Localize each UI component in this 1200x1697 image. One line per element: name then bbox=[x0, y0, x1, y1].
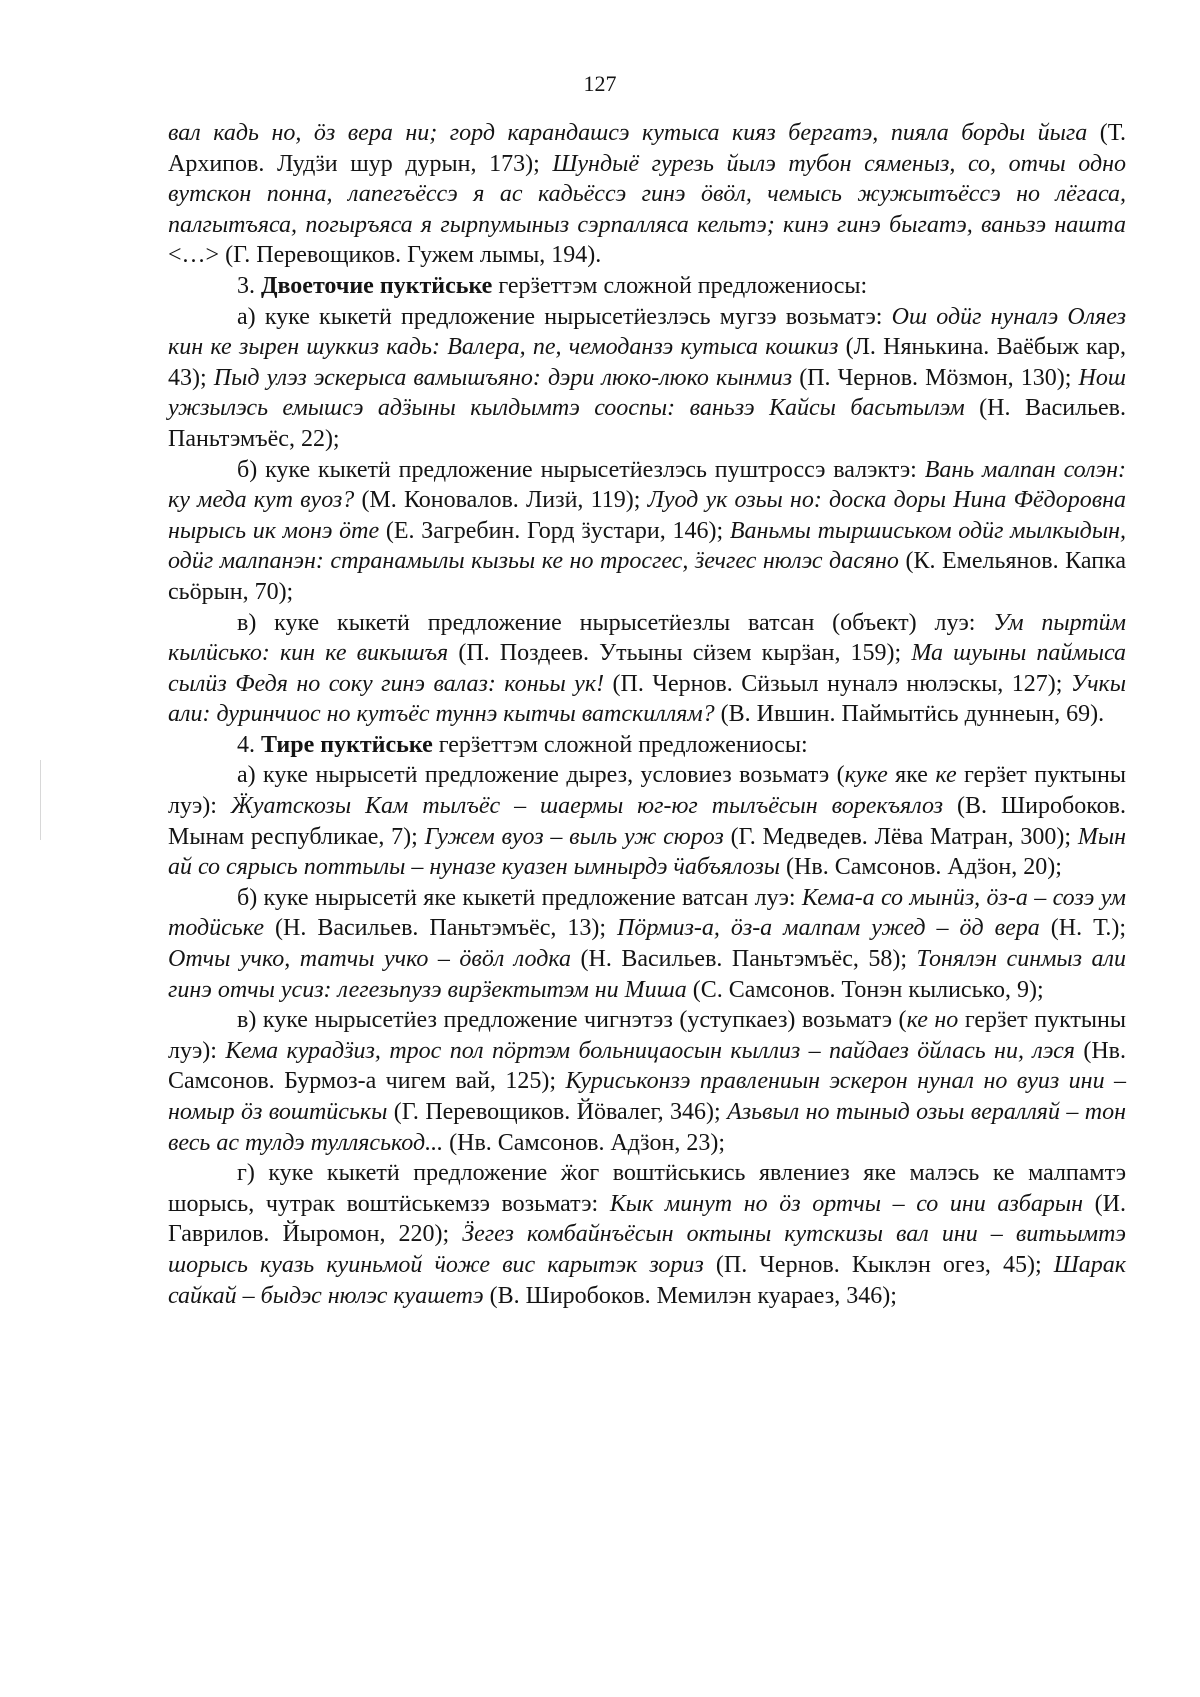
example-quote: Ӟегез комбайнъёсын октыны кутскизы вал ини – витьымтэ шорысь куазь куиньмой ӵоже вис карытэк зориз bbox=[168, 1221, 1126, 1278]
body-text: (Н. Т.); bbox=[1039, 915, 1127, 942]
example-quote: Нош ужзылэсь емышсэ адӟыны кылдымтэ сооспы: ваньзэ Кайсы басьтылэм bbox=[168, 364, 1126, 422]
body-text: (В. Ившин. Паймытӥсь дуннеын, 69). bbox=[714, 701, 1105, 728]
body-text: (Н. Васильев. Паньтэмъёс, 58); bbox=[571, 946, 917, 973]
example-quote: Тонялэн синмыз али гинэ отчы усиз: легезьпузэ вирӟектытэм ни Миша bbox=[168, 946, 1127, 1003]
example-quote: Ӝуатскозы Кам тылъёс – шаермы юг-юг тылъёсын ворекъялоз bbox=[230, 793, 944, 820]
scan-margin-mark bbox=[40, 760, 41, 840]
body-text: а) куке нырысетӥ предложение дырез, условиез возьматэ ( bbox=[237, 762, 845, 789]
example-quote: ке bbox=[935, 762, 957, 789]
body-text: а) куке кыкетӥ предложение нырысетӥезлэсь мугзэ возьматэ: bbox=[237, 303, 892, 330]
example-quote: Гужем вуоз – выль уж сюроз bbox=[424, 823, 724, 850]
body-text: в) куке кыкетӥ предложение нырысетӥезлы ватсан (объект) луэ: bbox=[237, 609, 994, 636]
example-quote: Шундыё гурезь йылэ тубон сяменыз, со, отчы одно вутскон понна, лапегъёссэ я ас кадьёссэ гинэ öвöл, чемысь жужытъёссэ но лёгаса, палгытъяса, погыръяса я гырпумыныз сэрпалляса кельтэ; кинэ гинэ быгатэ, ваньзэ нашта bbox=[168, 150, 1126, 238]
body-text: 4. bbox=[237, 731, 261, 758]
body-text: (П. Поздеев. Утьыны сӥзем кырӟан, 159); bbox=[448, 640, 912, 667]
body-text: (П. Чернов. Сӥзьыл нуналэ нюлэскы, 127); bbox=[604, 670, 1071, 697]
body-text: герӟет пуктыны луэ): bbox=[168, 762, 1127, 820]
body-text: (В. Широбоков. Мемилэн куараез, 346); bbox=[483, 1282, 897, 1309]
example-quote: Отчы учко, татчы учко – öвöл лодка bbox=[168, 946, 571, 973]
body-text: (Н. Васильев. Паньтэмъёс, 22); bbox=[168, 395, 1127, 452]
body-text: (Е. Загребин. Горд ӟустари, 146); bbox=[379, 517, 730, 544]
body-text: (Нв. Самсонов. Адӟон, 23); bbox=[443, 1129, 725, 1156]
body-text: <…> (Г. Перевощиков. Гужем лымы, 194). bbox=[168, 242, 602, 269]
body-text: г) куке кыкетӥ предложение ӝог воштӥськись явлениез яке малэсь ке малпамтэ шорысь, чутрак воштӥськемзэ возьматэ: bbox=[168, 1160, 1126, 1217]
paragraph-1 bbox=[168, 271, 1126, 302]
body-text: (Нв. Самсонов. Бурмоз-а чигем вай, 125); bbox=[168, 1037, 1127, 1095]
paragraph-7 bbox=[168, 883, 1126, 1005]
body-text: (П. Чернов. Кыклэн огез, 45); bbox=[703, 1251, 1054, 1278]
example-quote: Ма шуыны паймыса сылӥз Федя но соку гинэ валаз: коньы ук! bbox=[168, 640, 1127, 697]
body-text: (С. Самсонов. Тонэн кылисько, 9); bbox=[686, 976, 1044, 1003]
body-text: (П. Чернов. Мöзмон, 130); bbox=[792, 364, 1079, 391]
example-quote: Луод ук озьы но: доска доры Нина Фёдоровна нырысь ик монэ öте bbox=[168, 487, 1127, 544]
example-quote: Учкы али: дуринчиос но кутъёс туннэ кытчы ватскиллям? bbox=[168, 670, 1126, 728]
example-quote: Ош одӥг нуналэ Оляез кин ке зырен шуккиз кадь: Валера, пе, чемоданзэ кутыса кошкиз bbox=[168, 303, 1126, 361]
example-quote: Кема курадӟиз, трос пол пöртэм больницаосын кыллиз – пайдаез öйлась ни, лэся bbox=[225, 1037, 1075, 1064]
body-text: в) куке нырысетӥез предложение чигнэтэз (уступкаез) возьматэ ( bbox=[237, 1007, 907, 1034]
example-quote: Куриськонзэ правлениын эскерон нунал но вуиз ини – номыр öз воштӥськы bbox=[168, 1068, 1127, 1125]
bold-term: Двоеточие пуктӥське bbox=[261, 272, 493, 299]
example-quote: вал кадь но, öз вера ни; горд карандашсэ кутыса кияз бергатэ, пияла борды йыга bbox=[168, 120, 1088, 146]
body-text: 3. bbox=[237, 272, 261, 299]
example-quote: Пöрмиз-а, öз-а малпам ужед – öд вера bbox=[617, 915, 1040, 942]
page-number: 127 bbox=[583, 71, 617, 96]
paragraph-9 bbox=[168, 1158, 1126, 1311]
body-text: (И. Гаврилов. Йыромон, 220); bbox=[168, 1190, 1126, 1248]
body-text: герӟет пуктыны луэ): bbox=[168, 1007, 1126, 1064]
example-quote: Вань малпан солэн: ку меда кут вуоз? bbox=[168, 456, 1127, 514]
paragraph-4 bbox=[168, 608, 1126, 730]
example-quote: Ваньмы тыршиськом одӥг мылкыдын, одӥг малпанэн: странамылы кызьы ке но тросгес, ӟечгес нюлэс дасяно bbox=[168, 517, 1126, 575]
body-text: (Л. Нянькина. Ваёбыж кар, 43); bbox=[168, 334, 1126, 391]
paragraph-6 bbox=[168, 760, 1126, 882]
example-quote: куке bbox=[844, 762, 888, 789]
body-text: б) куке кыкетӥ предложение нырысетӥезлэсь пуштроссэ валэктэ: bbox=[237, 456, 925, 483]
paragraph-2 bbox=[168, 302, 1126, 455]
example-quote: ке но bbox=[906, 1007, 959, 1034]
paragraph-0 bbox=[168, 118, 1126, 271]
example-quote: Кема-а со мынӥз, öз-а – созэ ум тодӥське bbox=[168, 884, 1126, 942]
example-quote: Пыд улэз эскерыса вамышъяно: дэри люко-люко кынмиз bbox=[213, 364, 793, 391]
example-quote: Азьвыл но тыныд озьы вералляй – тон весь ас тулдэ тулляськод... bbox=[168, 1099, 1127, 1156]
example-quote: Кык минут но öз ортчы – со ини азбарын bbox=[609, 1190, 1084, 1217]
body-text: (К. Емельянов. Капка сьöрын, 70); bbox=[168, 548, 1127, 605]
body-text: герӟеттэм сложной предложениосы: bbox=[492, 272, 868, 299]
body-text: яке bbox=[887, 762, 936, 789]
body-text: б) куке нырысетӥ яке кыкетӥ предложение ватсан луэ: bbox=[237, 884, 802, 911]
paragraph-8 bbox=[168, 1005, 1126, 1158]
body-text: (Нв. Самсонов. Адӟон, 20); bbox=[780, 854, 1062, 881]
example-quote: Шарак сайкай – быдэс нюлэс куашетэ bbox=[168, 1251, 1126, 1309]
example-quote: Ум пыртӥм кылӥсько: кин ке викышъя bbox=[168, 609, 1127, 667]
example-quote: Мын ай со сярысь поттылы – нуназе куазен ымнырдэ ӵабъялозы bbox=[168, 823, 1126, 881]
body-text: (В. Широбоков. Мынам республикае, 7); bbox=[168, 793, 1126, 850]
body-text: (Г. Перевощиков. Йöвалег, 346); bbox=[387, 1099, 728, 1125]
text-column bbox=[168, 118, 1126, 1311]
body-text: (Т. Архипов. Лудӟи шур дурын, 173); bbox=[168, 120, 1127, 177]
paragraph-5 bbox=[168, 730, 1126, 761]
paragraph-3 bbox=[168, 455, 1126, 608]
body-text: (М. Коновалов. Лизӥ, 119); bbox=[354, 487, 648, 514]
bold-term: Тире пуктӥське bbox=[261, 731, 433, 758]
body-text: (Г. Медведев. Лёва Матран, 300); bbox=[723, 823, 1078, 850]
body-text: герӟеттэм сложной предложениосы: bbox=[432, 731, 808, 758]
body-text: (Н. Васильев. Паньтэмъёс, 13); bbox=[264, 915, 618, 942]
